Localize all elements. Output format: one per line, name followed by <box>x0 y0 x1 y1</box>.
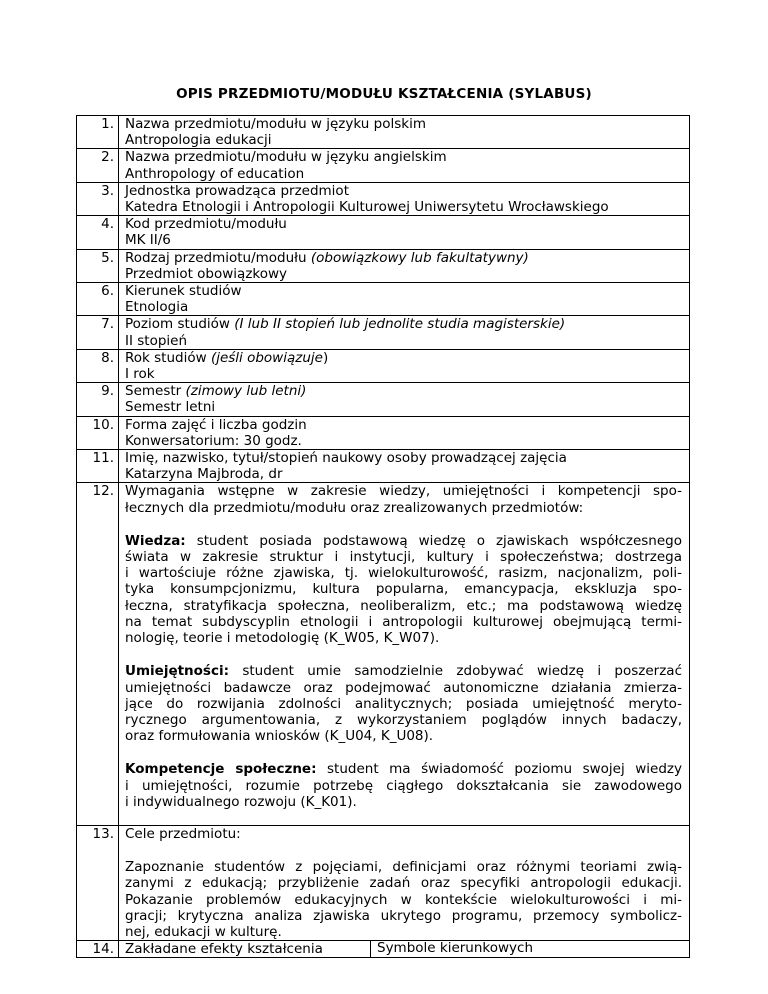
syllabus-row <box>77 182 690 215</box>
label-text: Poziom studiów <box>125 316 235 333</box>
syllabus-row <box>77 116 690 149</box>
umiejetnosci-section <box>125 663 682 744</box>
text-line <box>125 581 682 597</box>
requirements-intro <box>125 483 682 515</box>
syllabus-row <box>77 416 690 449</box>
field-value: Etnologia <box>125 299 189 316</box>
line-text: student ma świadomość poziomu swojej wiedzy <box>316 761 682 778</box>
line-text: i wartościuje różne zjawiska, tj. wielokulturowość, rasizm, nacjonalizm, poli- <box>125 565 682 582</box>
line-text: i indywidualnego rozwoju (K_K01). <box>125 793 357 810</box>
text-line <box>125 533 682 549</box>
label-text: Forma zajęć i liczba godzin <box>125 416 307 433</box>
field-value: MK II/6 <box>125 232 171 249</box>
goals-text <box>125 859 682 940</box>
kompetencje-section <box>125 761 682 810</box>
field-label <box>125 183 682 199</box>
field-value: Semestr letni <box>125 399 216 416</box>
row-number: 4. <box>77 216 119 249</box>
row-number: 2. <box>77 149 119 182</box>
section-label: Kompetencje społeczne: <box>125 761 317 778</box>
syllabus-table <box>76 115 690 958</box>
line-text: tyka konsumpcjonizmu, kultura popularna, emancypacja, ekskluzja spo- <box>125 581 682 598</box>
label-hint: (zimowy lub letni) <box>185 383 307 400</box>
text-line <box>125 680 682 696</box>
syllabus-row <box>77 149 690 182</box>
text-line <box>125 663 682 679</box>
row-content <box>119 383 690 416</box>
text-line <box>125 630 682 646</box>
text-line <box>125 728 682 744</box>
syllabus-row <box>77 216 690 249</box>
field-value: Konwersatorium: 30 godz. <box>125 432 302 449</box>
row-content <box>119 149 690 182</box>
wiedza-section <box>125 533 682 646</box>
syllabus-row <box>77 450 690 483</box>
row-content <box>119 416 690 449</box>
syllabus-row <box>77 349 690 382</box>
line-text: umiejętności badawcze oraz podejmować autonomiczne działania zmierza- <box>125 679 682 696</box>
line-text: jące do rozwijania zdolności analitycznych; posiada umiejętność meryto- <box>125 695 682 712</box>
text-line: Pokazanie problemów edukacyjnych w kontekście wielokulturowości i mi- <box>125 891 682 908</box>
section-label: Wiedza: <box>125 532 186 549</box>
row-number: 14. <box>77 941 119 958</box>
syllabus-row <box>77 316 690 349</box>
text-line <box>125 712 682 728</box>
field-label <box>125 250 682 266</box>
field-label <box>125 116 682 132</box>
row-content <box>119 316 690 349</box>
row-number: 7. <box>77 316 119 349</box>
row-number: 11. <box>77 450 119 483</box>
label-text: Kierunek studiów <box>125 283 242 300</box>
label-hint: (obowiązkowy lub fakultatywny) <box>310 249 529 266</box>
field-label <box>125 350 682 366</box>
text-line: zanymi z edukacją; przybliżenie zadań oraz specyfiki antropologii edukacji. <box>125 875 682 892</box>
field-label <box>125 216 682 232</box>
text-line <box>125 598 682 614</box>
outcomes-label: Zakładane efekty kształcenia <box>125 941 323 958</box>
line-text: student umie samodzielnie zdobywać wiedzę i poszerzać <box>229 663 682 680</box>
goals-content <box>119 825 690 940</box>
text-line: łecznych dla przedmiotu/modułu oraz zrealizowanych przedmiotów: <box>125 499 584 516</box>
syllabus-row <box>77 283 690 316</box>
text-line <box>125 778 682 794</box>
text-line: Wymagania wstępne w zakresie wiedzy, umiejętności i kompetencji spo- <box>125 483 682 500</box>
row-content <box>119 283 690 316</box>
label-hint: (I lub II stopień lub jednolite studia magisterskie) <box>234 316 566 333</box>
label-text: Kod przedmiotu/modułu <box>125 216 287 233</box>
field-value: Anthropology of education <box>125 165 305 182</box>
syllabus-row-requirements <box>77 483 690 825</box>
line-text: łeczna, stratyfikacja społeczna, neoliberalizm, etc.; ma podstawową wiedzę <box>125 597 682 614</box>
label-text: Rodzaj przedmiotu/modułu <box>125 249 311 266</box>
field-label <box>125 316 682 332</box>
line-text: student posiada podstawową wiedzę o zjawiskach współczesnego <box>185 532 682 549</box>
field-value: Przedmiot obowiązkowy <box>125 265 288 282</box>
syllabus-row-outcomes <box>77 941 690 958</box>
label-text: Nazwa przedmiotu/modułu w języku polskim <box>125 116 426 132</box>
line-text: na temat subdyscyplin etnologii i antropologii kulturowej obejmującą termi- <box>125 613 682 630</box>
field-label <box>125 450 682 466</box>
label-text: Nazwa przedmiotu/modułu w języku angielskim <box>125 149 447 166</box>
row-content <box>119 349 690 382</box>
field-value: II stopień <box>125 332 188 349</box>
text-line <box>125 696 682 712</box>
field-value: Antropologia edukacji <box>125 132 272 149</box>
line-text: oraz formułowania wniosków (K_U04, K_U08). <box>125 728 434 745</box>
row-number: 9. <box>77 383 119 416</box>
field-value: Katarzyna Majbroda, dr <box>125 466 283 483</box>
row-content <box>119 249 690 282</box>
line-text: i umiejętności, rozumie potrzebę ciągłego dokształcania sie zawodowego <box>125 777 682 794</box>
row-content <box>119 450 690 483</box>
text-line <box>125 565 682 581</box>
field-value: Katedra Etnologii i Antropologii Kulturowej Uniwersytetu Wrocławskiego <box>125 199 609 216</box>
row-number: 13. <box>77 825 119 940</box>
line-text: świata w zakresie struktur i instytucji, kultury i społeczeństwa; dostrzega <box>125 549 682 566</box>
text-line: Zapoznanie studentów z pojęciami, definicjami oraz różnymi teoriami zwią- <box>125 859 682 876</box>
outcomes-split <box>125 941 682 957</box>
row-content <box>119 216 690 249</box>
line-text: rycznego argumentowania, z wykorzystaniem poglądów innych badaczy, <box>125 711 682 728</box>
row-number: 12. <box>77 483 119 825</box>
row-number: 1. <box>77 116 119 149</box>
label-hint: (jeśli obowiązuje <box>210 349 323 366</box>
field-value: I rok <box>125 366 155 383</box>
text-line <box>125 794 682 810</box>
section-label: Umiejętności: <box>125 663 229 680</box>
syllabus-row-goals <box>77 825 690 940</box>
label-text: Rok studiów <box>125 349 211 366</box>
row-number: 6. <box>77 283 119 316</box>
symbols-header: Symbole kierunkowych <box>370 940 533 957</box>
row-number: 5. <box>77 249 119 282</box>
requirements-content <box>119 483 690 825</box>
row-number: 3. <box>77 182 119 215</box>
syllabus-row <box>77 383 690 416</box>
row-number: 10. <box>77 416 119 449</box>
line-text: nologię, teorie i metodologię (K_W05, K_W07). <box>125 630 440 647</box>
text-line <box>125 549 682 565</box>
text-line: gracji; krytyczna analiza zjawiska ukrytego programu, przemocy symbolicz- <box>125 907 682 924</box>
field-label <box>125 417 682 433</box>
syllabus-row <box>77 249 690 282</box>
label-text: Semestr <box>125 383 186 400</box>
row-content <box>119 116 690 149</box>
label-text: Jednostka prowadząca przedmiot <box>125 182 349 199</box>
label-suffix: ) <box>322 349 329 366</box>
row-content <box>119 182 690 215</box>
outcomes-content <box>119 941 690 958</box>
field-label <box>125 383 682 399</box>
row-number: 8. <box>77 349 119 382</box>
text-line <box>125 761 682 777</box>
field-label <box>125 283 682 299</box>
label-text: Imię, nazwisko, tytuł/stopień naukowy osoby prowadzącej zajęcia <box>125 450 567 467</box>
goals-label: Cele przedmiotu: <box>125 825 241 842</box>
text-line: nej, edukacji w kulturę. <box>125 923 282 940</box>
field-label <box>125 149 682 165</box>
text-line <box>125 614 682 630</box>
document-title: OPIS PRZEDMIOTU/MODUŁU KSZTAŁCENIA (SYLABUS) <box>176 86 592 102</box>
